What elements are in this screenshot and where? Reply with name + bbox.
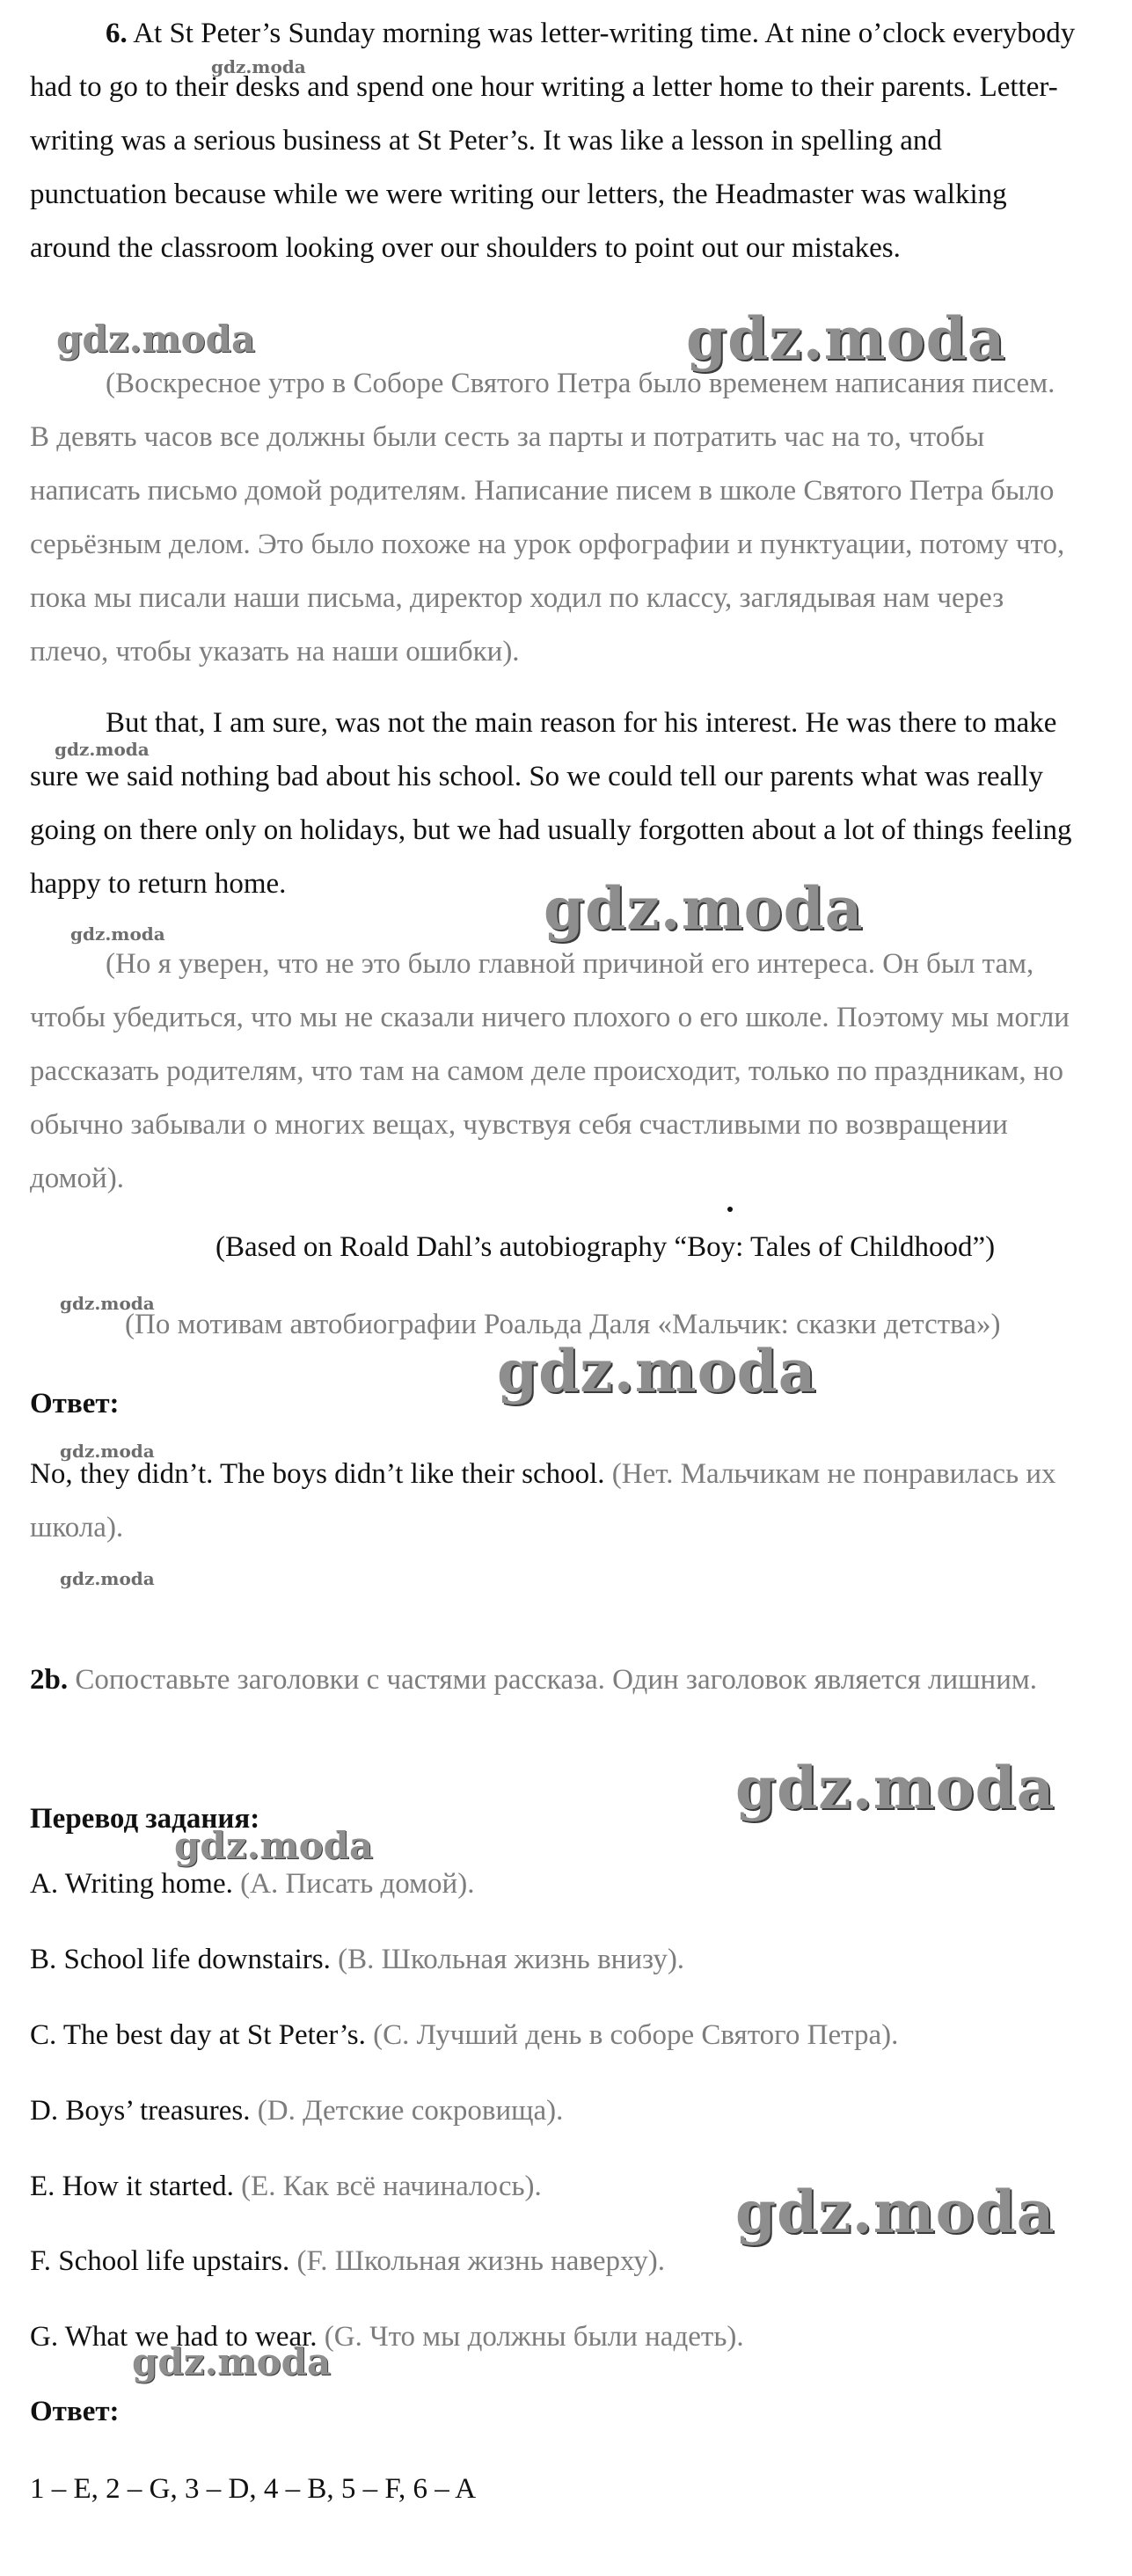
paragraph-7-russian: (Но я уверен, что не это было главной причиной его интереса. Он был там, чтобы убедиться, что мы не сказали ничего плохого о его школе. Поэтому мы могли рассказать родителям, что там на самом деле происходит, только по праздникам, но обычно забывали о многих вещах, чувствуя себя счастливыми по возвращении домой). [30,948,1070,1194]
source-english: (Based on Roald Dahl’s autobiography “Boy: Tales of Childhood”) [215,1231,996,1263]
heading-en: D. Boys’ treasures. [30,2095,251,2127]
answer-2b-label: Ответ: [30,2396,120,2427]
heading-ru: (F. Школьная жизнь наверху). [296,2245,665,2277]
watermark: gdz.moda [735,2178,1055,2246]
watermark: gdz.moda [686,304,1006,373]
heading-en: B. School life downstairs. [30,1944,331,1975]
watermark: gdz.moda [497,1337,817,1405]
heading-en: C. The best day at St Peter’s. [30,2019,366,2051]
heading-c [30,2009,1077,2062]
watermark: gdz.moda [132,2340,332,2383]
heading-ru: (D. Детские сокровища). [257,2095,564,2127]
heading-ru: (В. Школьная жизнь внизу). [338,1944,685,1975]
watermark: gdz.moda [55,739,150,760]
watermark: gdz.moda [544,874,864,943]
watermark: gdz.moda [56,317,256,361]
heading-en: A. Writing home. [30,1868,233,1900]
heading-en: G. What we had to wear. [30,2321,318,2353]
paragraph-6-english [30,7,1077,275]
paragraph-number: 6. [106,18,128,49]
heading-ru: (Е. Как всё начиналось). [241,2171,542,2202]
translation-label: Перевод задания: [30,1803,260,1835]
task-2b [30,1653,1077,1707]
paragraph-text: At St Peter’s Sunday morning was letter-writing time. At nine o’clock everybody had to go to their desks and spend one hour writing a letter home to their parents. Letter-writing was a serious business at St Peter’s. It was like a lesson in spelling and punctuation because while we were writing our letters, the Headmaster was walking around the classroom looking over our shoulders to point out our mistakes. [30,18,1076,264]
heading-d [30,2084,1077,2138]
paragraph-7-english: But that, I am sure, was not the main reason for his interest. He was there to make sure we said nothing bad about his school. So we could tell our parents what was really going on there only on holidays, but we had usually forgotten about a lot of things feeling happy to return home. [30,707,1072,900]
heading-ru: (С. Лучший день в соборе Святого Петра). [373,2019,899,2051]
answer-english: No, they didn’t. The boys didn’t like their school. [30,1458,605,1490]
task-text: Сопоставьте заголовки с частями рассказа. Один заголовок является лишним. [75,1664,1037,1696]
answer-2b-text: 1 – E, 2 – G, 3 – D, 4 – B, 5 – F, 6 – A [30,2473,477,2505]
watermark: gdz.moda [60,1293,155,1314]
watermark: gdz.moda [60,1568,155,1589]
watermark: gdz.moda [174,1824,374,1867]
heading-ru: (G. Что мы должны были надеть). [324,2321,744,2353]
watermark: gdz.moda [735,1754,1055,1822]
answer-text [30,1448,1077,1555]
watermark: gdz.moda [60,1441,155,1462]
paragraph-6-russian: (Воскресное утро в Соборе Святого Петра было временем написания писем. В девять часов все должны были сесть за парты и потратить час на то, чтобы написать письмо домой родителям. Написание писем в школе Святого Петра было серьёзным делом. Это было похоже на урок орфографии и пунктуации, потому что, пока мы писали наши письма, директор ходил по классу, заглядывая нам через плечо, чтобы указать на наши ошибки). [30,368,1065,668]
heading-en: F. School life upstairs. [30,2245,290,2277]
heading-b [30,1933,1077,1987]
task-number: 2b. [30,1664,69,1696]
stray-dot [727,1207,733,1212]
answer-russian: (Нет. Мальчикам не понравилась их школа). [30,1458,1056,1543]
heading-en: E. How it started. [30,2171,234,2202]
source-russian: (По мотивам автобиографии Роальда Даля «Мальчик: сказки детства») [125,1309,1001,1340]
watermark: gdz.moda [70,923,165,945]
answer-label: Ответ: [30,1388,120,1419]
heading-ru: (А. Писать домой). [240,1868,475,1900]
watermark: gdz.moda [211,56,306,77]
